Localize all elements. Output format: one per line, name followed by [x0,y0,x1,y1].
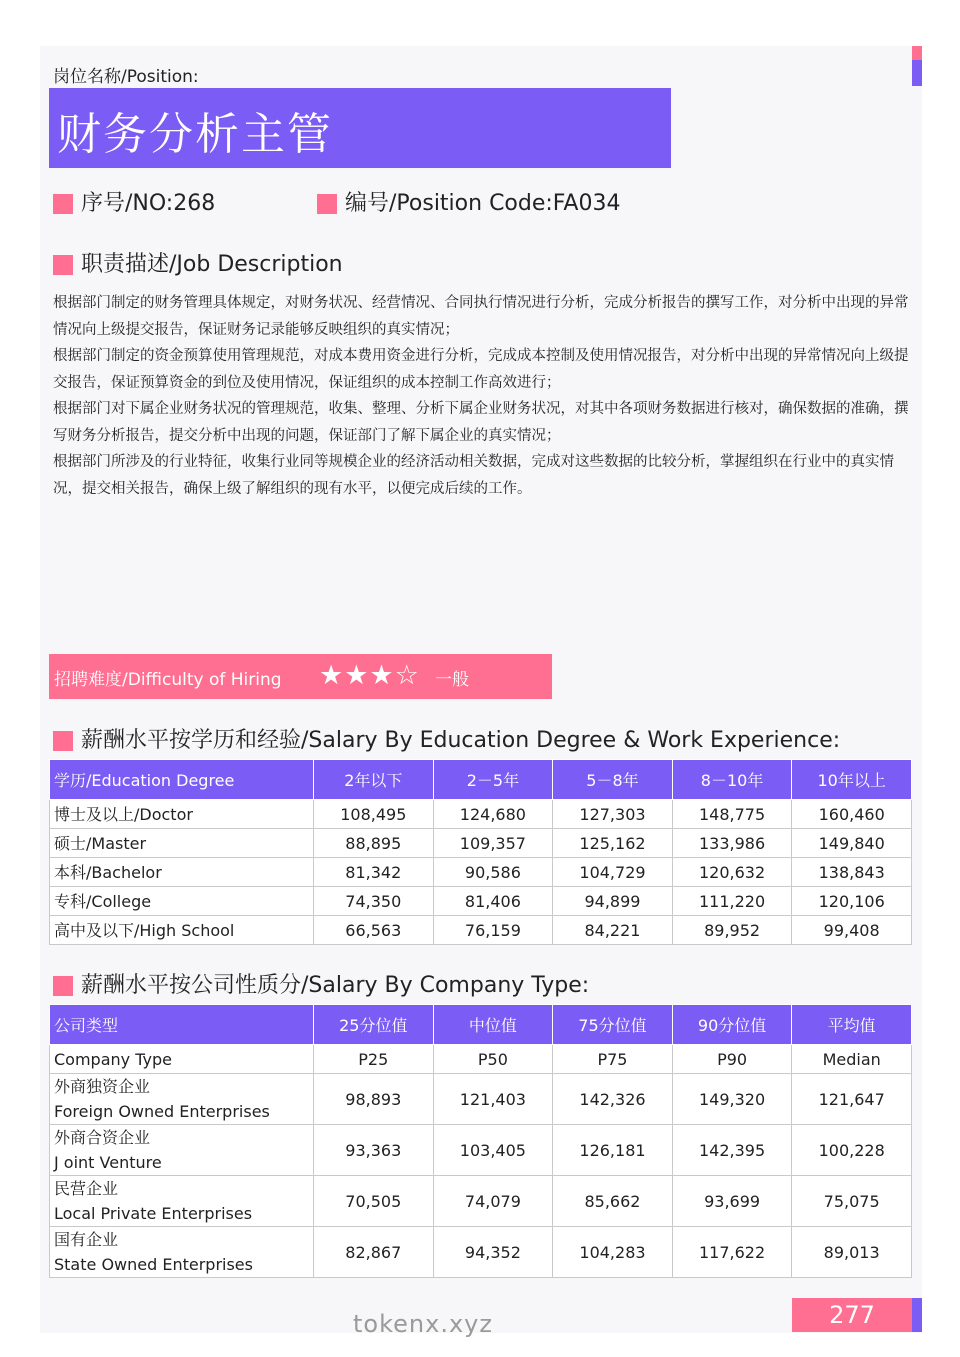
table-cell: 120,632 [672,858,792,887]
table-cell: 148,775 [672,800,792,829]
job-description-line: 根据部门制定的财务管理具体规定，对财务状况、经营情况、合同执行情况进行分析，完成分析报告的撰写工作，对分析中出现的异常情况向上级提交报告，保证财务记录能够反映组织的真实情况； [53,295,909,338]
table-cell: P50 [433,1045,553,1074]
table-cell: 93,363 [314,1125,434,1176]
table-cell: 125,162 [553,829,673,858]
table-cell: P90 [672,1045,792,1074]
table-row [50,1227,912,1278]
table-cell: 本科/Bachelor [50,858,314,887]
table-cell: 160,460 [792,800,912,829]
table-cell: 高中及以下/High School [50,916,314,945]
table-cell: 81,342 [314,858,434,887]
table-cell: 100,228 [792,1125,912,1176]
job-description-heading [53,247,343,278]
table-cell: 专科/College [50,887,314,916]
table-row [50,858,912,887]
table-cell: 111,220 [672,887,792,916]
company-type-en: State Owned Enterprises [54,1255,253,1274]
table-cell: 硕士/Master [50,829,314,858]
table-header-cell: 5－8年 [553,760,673,800]
table-cell: 94,352 [433,1227,553,1278]
table-cell: 90,586 [433,858,553,887]
footer-site-text: tokenx.xyz [353,1310,493,1338]
table-row [50,916,912,945]
table-cell: 89,013 [792,1227,912,1278]
table-header-cell: 75分位值 [553,1005,673,1045]
page-number-accent [912,1298,922,1332]
education-salary-heading-text: 薪酬水平按学历和经验/Salary By Education Degree & Work Experience: [81,728,841,753]
table-cell: 99,408 [792,916,912,945]
table-cell: 98,893 [314,1074,434,1125]
table-header-row [50,1005,912,1045]
table-cell: P25 [314,1045,434,1074]
company-type-cell [50,1176,314,1227]
table-header-cell: 10年以上 [792,760,912,800]
job-description-body [53,290,913,502]
table-cell: 142,395 [672,1125,792,1176]
table-cell: 149,320 [672,1074,792,1125]
table-cell: 138,843 [792,858,912,887]
job-description-line: 根据部门制定的资金预算使用管理规范，对成本费用资金进行分析，完成成本控制及使用情况报告，对分析中出现的异常情况向上级提交报告，保证预算资金的到位及使用情况，保证组织的成本控制工作高效进行； [53,348,909,391]
table-cell: 133,986 [672,829,792,858]
company-salary-heading-text: 薪酬水平按公司性质分/Salary By Company Type: [81,973,590,998]
page-title: 财务分析主管 [57,109,333,160]
table-cell: 70,505 [314,1176,434,1227]
table-row [50,800,912,829]
company-salary-heading [53,968,589,999]
table-header-cell: 25分位值 [314,1005,434,1045]
serial-number-text: 序号/NO:268 [81,191,216,216]
hiring-difficulty-label: 招聘难度/Difficulty of Hiring [54,670,282,690]
company-type-en: J oint Venture [54,1153,162,1172]
company-type-en: Local Private Enterprises [54,1204,253,1223]
table-row [50,887,912,916]
square-bullet-icon [317,194,337,214]
table-cell: 121,647 [792,1074,912,1125]
table-cell: 121,403 [433,1074,553,1125]
table-header-cell: 90分位值 [672,1005,792,1045]
table-row [50,1125,912,1176]
table-cell: 117,622 [672,1227,792,1278]
table-cell: 88,895 [314,829,434,858]
table-cell: 75,075 [792,1176,912,1227]
position-code-text: 编号/Position Code:FA034 [345,191,621,216]
table-cell: 博士及以上/Doctor [50,800,314,829]
company-type-cell [50,1125,314,1176]
table-header-row [50,760,912,800]
table-cell: 104,283 [553,1227,673,1278]
table-subheader-row [50,1045,912,1074]
table-header-cell: 中位值 [433,1005,553,1045]
star-rating-icon: ★★★☆ [319,660,420,691]
corner-accent [912,46,922,86]
table-row [50,829,912,858]
square-bullet-icon [53,731,73,751]
table-cell: 93,699 [672,1176,792,1227]
square-bullet-icon [53,194,73,214]
job-description-heading-text: 职责描述/Job Description [81,252,343,277]
table-cell: 124,680 [433,800,553,829]
table-row [50,1074,912,1125]
table-cell: 94,899 [553,887,673,916]
company-type-cn: 外商合资企业 [54,1128,151,1147]
job-description-line: 根据部门对下属企业财务状况的管理规范，收集、整理、分析下属企业财务状况，对其中各项财务数据进行核对，确保数据的准确，撰写财务分析报告，提交分析中出现的问题，保证部门了解下属企业的真实情况； [53,401,909,444]
table-cell: 127,303 [553,800,673,829]
table-cell: Company Type [50,1045,314,1074]
table-header-cell: 平均值 [792,1005,912,1045]
table-cell: 76,159 [433,916,553,945]
page-number: 277 [829,1301,875,1329]
company-type-cn: 国有企业 [54,1230,119,1249]
table-cell: 66,563 [314,916,434,945]
company-type-cell [50,1074,314,1125]
table-header-cell: 2年以下 [314,760,434,800]
hiring-difficulty-level: 一般 [435,670,469,690]
table-cell: 142,326 [553,1074,673,1125]
table-cell: 103,405 [433,1125,553,1176]
square-bullet-icon [53,976,73,996]
table-cell: 108,495 [314,800,434,829]
company-type-en: Foreign Owned Enterprises [54,1102,270,1121]
position-code [317,186,620,217]
job-description-line: 根据部门所涉及的行业特征，收集行业同等规模企业的经济活动相关数据，完成对这些数据的比较分析，掌握组织在行业中的真实情况，提交相关报告，确保上级了解组织的现有水平，以便完成后续的工作。 [53,454,894,497]
table-cell: 89,952 [672,916,792,945]
table-cell: 81,406 [433,887,553,916]
table-cell: P75 [553,1045,673,1074]
table-cell: 109,357 [433,829,553,858]
table-cell: 84,221 [553,916,673,945]
table-cell: 149,840 [792,829,912,858]
table-cell: Median [792,1045,912,1074]
table-header-cell: 2－5年 [433,760,553,800]
table-row [50,1176,912,1227]
table-cell: 126,181 [553,1125,673,1176]
table-cell: 120,106 [792,887,912,916]
company-salary-table [49,1004,912,1278]
table-cell: 74,079 [433,1176,553,1227]
table-cell: 82,867 [314,1227,434,1278]
serial-number [53,186,215,217]
table-cell: 104,729 [553,858,673,887]
position-label: 岗位名称/Position: [53,67,199,87]
table-header-cell: 8－10年 [672,760,792,800]
education-salary-heading [53,723,840,754]
company-type-cn: 外商独资企业 [54,1077,151,1096]
company-type-cn: 民营企业 [54,1179,119,1198]
education-salary-table [49,759,912,945]
company-type-cell [50,1227,314,1278]
square-bullet-icon [53,255,73,275]
hiring-difficulty-bar [49,654,552,699]
table-header-cell: 学历/Education Degree [50,760,314,800]
table-cell: 74,350 [314,887,434,916]
table-header-cell: 公司类型 [50,1005,314,1045]
table-cell: 85,662 [553,1176,673,1227]
